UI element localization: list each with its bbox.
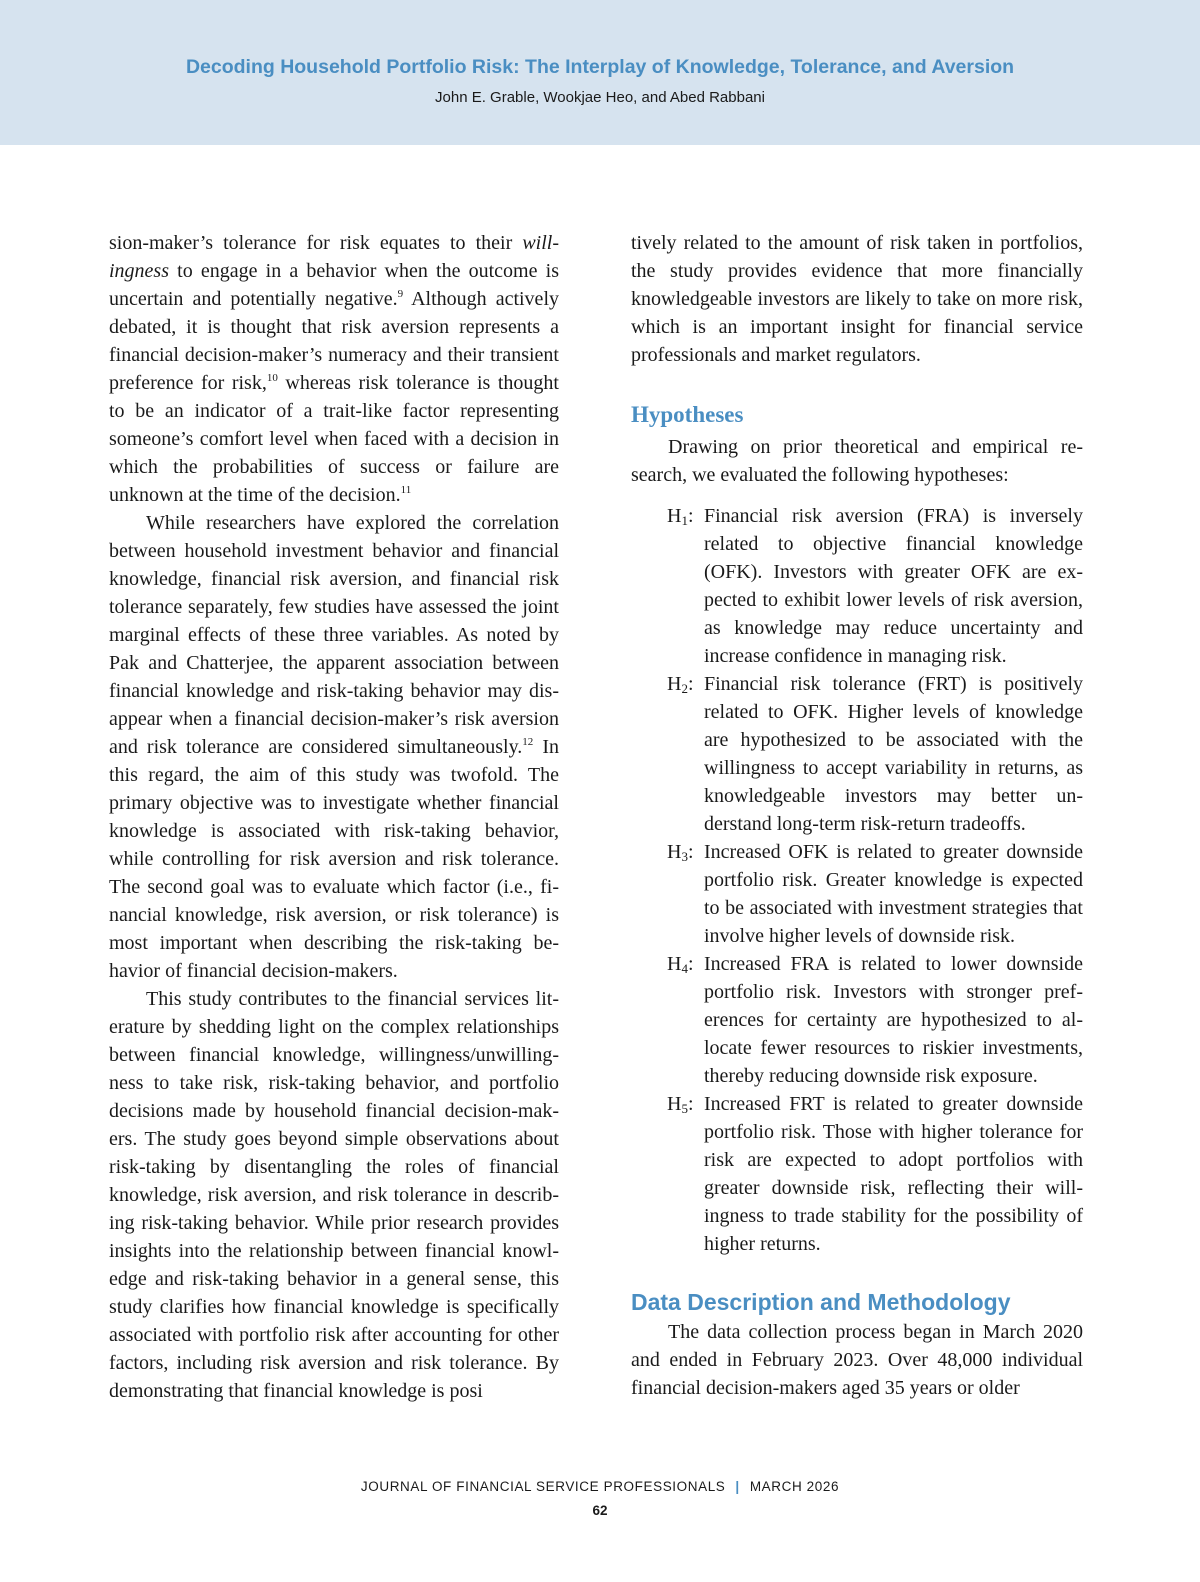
paragraph-continuation: tively related to the amount of risk taken in portfolios, the study provides evidence that more financially knowledgeable investors are likely to take on more risk, which is an important insight for financial service professionals and market regulators.: [631, 232, 1083, 366]
hypothesis-item: $H_2$: Financial risk tolerance (FRT) is positively related to OFK. Higher levels of knowledge are hypothesized to be associated with the willingness to accept variability in returns, as knowledgeable investors may better understand long-term risk-return tradeoffs.: [631, 670, 1083, 838]
hypothesis-label: $H_1$:: [667, 505, 694, 528]
hypothesis-item: $H_4$: Increased FRA is related to lower downside portfolio risk. Investors with stronger preferences for certainty are hypothesized to allocate fewer resources to riskier investments, thereby reducing downside risk exposure.: [631, 950, 1083, 1090]
footer-journal: [0, 1479, 1200, 1494]
paragraph-hypotheses-intro: Drawing on prior theoretical and empirical research, we evaluated the following hypotheses:: [631, 436, 1083, 486]
footnote-ref-10: 10: [266, 372, 278, 384]
section-heading-data-methodology: Data Description and Methodology: [631, 1289, 1011, 1315]
hypothesis-item: $H_5$: Increased FRT is related to greater downside portfolio risk. Those with higher tolerance for risk are expected to adopt portfolios with greater downside risk, reflecting their willingness to trade stability for the possibility of higher returns.: [631, 1090, 1083, 1258]
emphasis-willingness: willingness: [109, 232, 559, 282]
hypothesis-label: $H_4$:: [667, 953, 694, 976]
footnote-ref-11: 11: [400, 484, 412, 496]
hypotheses-list: [631, 502, 1083, 1258]
hypothesis-item: $H_3$: Increased OFK is related to greater downside portfolio risk. Greater knowledge is expected to be associated with investment strategies that involve higher levels of downside risk.: [631, 838, 1083, 950]
hypothesis-item: $H_1$: Financial risk aversion (FRA) is inversely related to objective financial knowledge (OFK). Investors with greater OFK are expected to exhibit lower levels of risk aversion, as knowledge may reduce uncertainty and increase confidence in managing risk.: [631, 502, 1083, 670]
footer-separator: |: [735, 1479, 740, 1494]
footnote-ref-12: 12: [522, 736, 534, 748]
paragraph-study-aims: While researchers have explored the correlation between household investment behavior and financial knowledge, financial risk aversion, and financial risk tolerance separately, few studies have assessed the joint marginal effects of these three variables. As noted by Pak and Chatterjee, the apparent association between financial knowledge and risk-taking behavior may disappear when a financial decision-maker’s risk aversion and risk tolerance are considered simultaneously.$^{12}$ In this regard, the aim of this study was twofold. The primary objective was to investigate whether financial knowledge is associated with risk-taking behavior, while controlling for risk aversion and risk tolerance. The second goal was to evaluate which factor (i.e., financial knowledge, risk aversion, or risk tolerance) is most important when describing the risk-taking behavior of financial decision-makers.: [109, 512, 559, 982]
left-column: [109, 229, 559, 1405]
article-authors: John E. Grable, Wookjae Heo, and Abed Rabbani: [435, 89, 765, 106]
journal-name: JOURNAL OF FINANCIAL SERVICE PROFESSIONALS: [360, 1479, 726, 1494]
article-title: Decoding Household Portfolio Risk: The Interplay of Knowledge, Tolerance, and Aversion: [185, 56, 1015, 78]
page-number: 62: [592, 1503, 608, 1518]
section-heading-hypotheses: Hypotheses: [631, 402, 744, 427]
hypothesis-label: $H_2$:: [667, 673, 694, 696]
right-column: [631, 229, 1083, 1402]
footnote-ref-9: 9: [397, 288, 404, 300]
paragraph-data-collection: The data collection process began in March 2020 and ended in February 2023. Over 48,000 individual financial decision-makers aged 35 years or older: [631, 1321, 1083, 1399]
paragraph-risk-definitions: sion-maker’s tolerance for risk equates to their willingness to engage in a behavior when the outcome is uncertain and potentially negative.$^9$ Although actively debated, it is thought that risk aversion represents a financial decision-maker’s numeracy and their transient preference for risk,$^{10}$ whereas risk tolerance is thought to be an indicator of a trait-like factor representing someone’s comfort level when faced with a decision in which the probabilities of success or failure are unknown at the time of the decision.$^{11}$: [109, 232, 559, 506]
hypothesis-label: $H_3$:: [667, 841, 694, 864]
paragraph-contribution: This study contributes to the financial services literature by shedding light on the complex relationships between financial knowledge, willingness/unwillingness to take risk, risk-taking behavior, and portfolio decisions made by household financial decision-makers. The study goes beyond simple observations about risk-taking by disentangling the roles of financial knowledge, risk aversion, and risk tolerance in describing risk-taking behavior. While prior research provides insights into the relationship between financial knowledge and risk-taking behavior in a general sense, this study clarifies how financial knowledge is specifically associated with portfolio risk after accounting for other factors, including risk aversion and risk tolerance. By demonstrating that financial knowledge is posi: [109, 988, 559, 1402]
issue-date: MARCH 2026: [749, 1479, 840, 1494]
hypothesis-label: $H_5$:: [667, 1093, 694, 1116]
header-banner: [0, 0, 1200, 145]
